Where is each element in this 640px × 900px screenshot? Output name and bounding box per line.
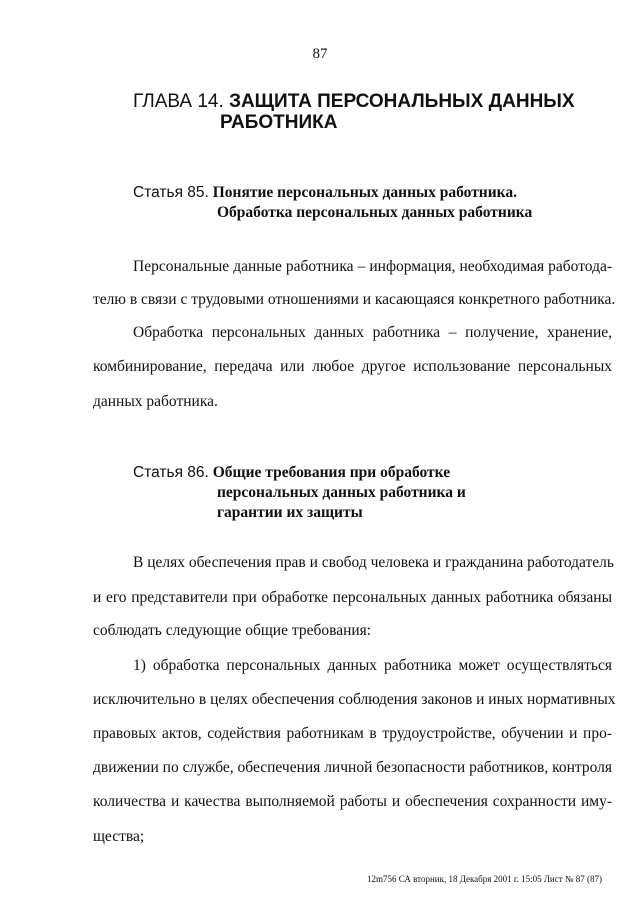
article-85-title-line-2: Обработка персональных данных работника — [217, 204, 533, 221]
page-footer: 12m756 СА вторник, 18 Декабря 2001 г. 15:05 Лист № 87 (87) — [367, 874, 602, 884]
article-85-title-line-1: Понятие персональных данных работника. — [212, 184, 517, 201]
chapter-title-line-2: РАБОТНИКА — [220, 112, 338, 133]
article-86-text-line: соблюдать следующие общие требования: — [93, 622, 372, 639]
article-86-heading — [133, 462, 450, 484]
article-85-label: Статья 85. — [133, 184, 209, 201]
chapter-number: ГЛАВА 14. — [133, 91, 224, 112]
chapter-title — [220, 111, 337, 135]
article-86-text-line: 1) обработка персональных данных работника может осуществляться — [133, 657, 612, 674]
article-85-text-line: данных работника. — [93, 393, 218, 410]
article-86-text-line: исключительно в целях обеспечения соблюдения законов и иных нормативных — [93, 691, 616, 708]
article-86-label: Статья 86. — [133, 464, 209, 481]
article-86-text-line: щества; — [93, 828, 145, 845]
article-85-text-line: телю в связи с трудовыми отношениями и касающаяся конкретного работника. — [93, 291, 616, 308]
article-86-title-line-3: гарантии их защиты — [217, 504, 363, 521]
article-86-text-line: В целях обеспечения прав и свобод человека и гражданина работодатель — [133, 554, 614, 571]
page-number: 87 — [312, 46, 328, 62]
article-86-text-line: количества и качества выполняемой работы и обеспечения сохранности иму- — [93, 793, 612, 810]
chapter-title-line-1: ЗАЩИТА ПЕРСОНАЛЬНЫХ ДАННЫХ — [229, 91, 575, 112]
article-85-text-line: Персональные данные работника – информация, необходимая работода- — [133, 258, 612, 275]
article-86-text-line: правовых актов, содействия работникам в трудоустройстве, обучении и про- — [93, 725, 612, 742]
chapter-label — [133, 90, 575, 114]
article-85-heading — [133, 182, 517, 204]
article-86-title-line-2: персональных данных работника и — [217, 484, 466, 501]
article-85-heading-cont — [217, 202, 532, 224]
article-86-heading-cont — [217, 502, 363, 524]
article-86-text-line: движении по службе, обеспечения личной безопасности работников, контроля — [93, 759, 612, 776]
article-86-heading-cont — [217, 482, 466, 504]
article-86-text-line: и его представители при обработке персональных данных работника обязаны — [93, 589, 612, 606]
article-85-text-line: Обработка персональных данных работника – получение, хранение, — [133, 324, 612, 341]
article-85-text-line: комбинирование, передача или любое другое использование персональных — [93, 358, 612, 375]
article-86-title-line-1: Общие требования при обработке — [212, 464, 451, 481]
